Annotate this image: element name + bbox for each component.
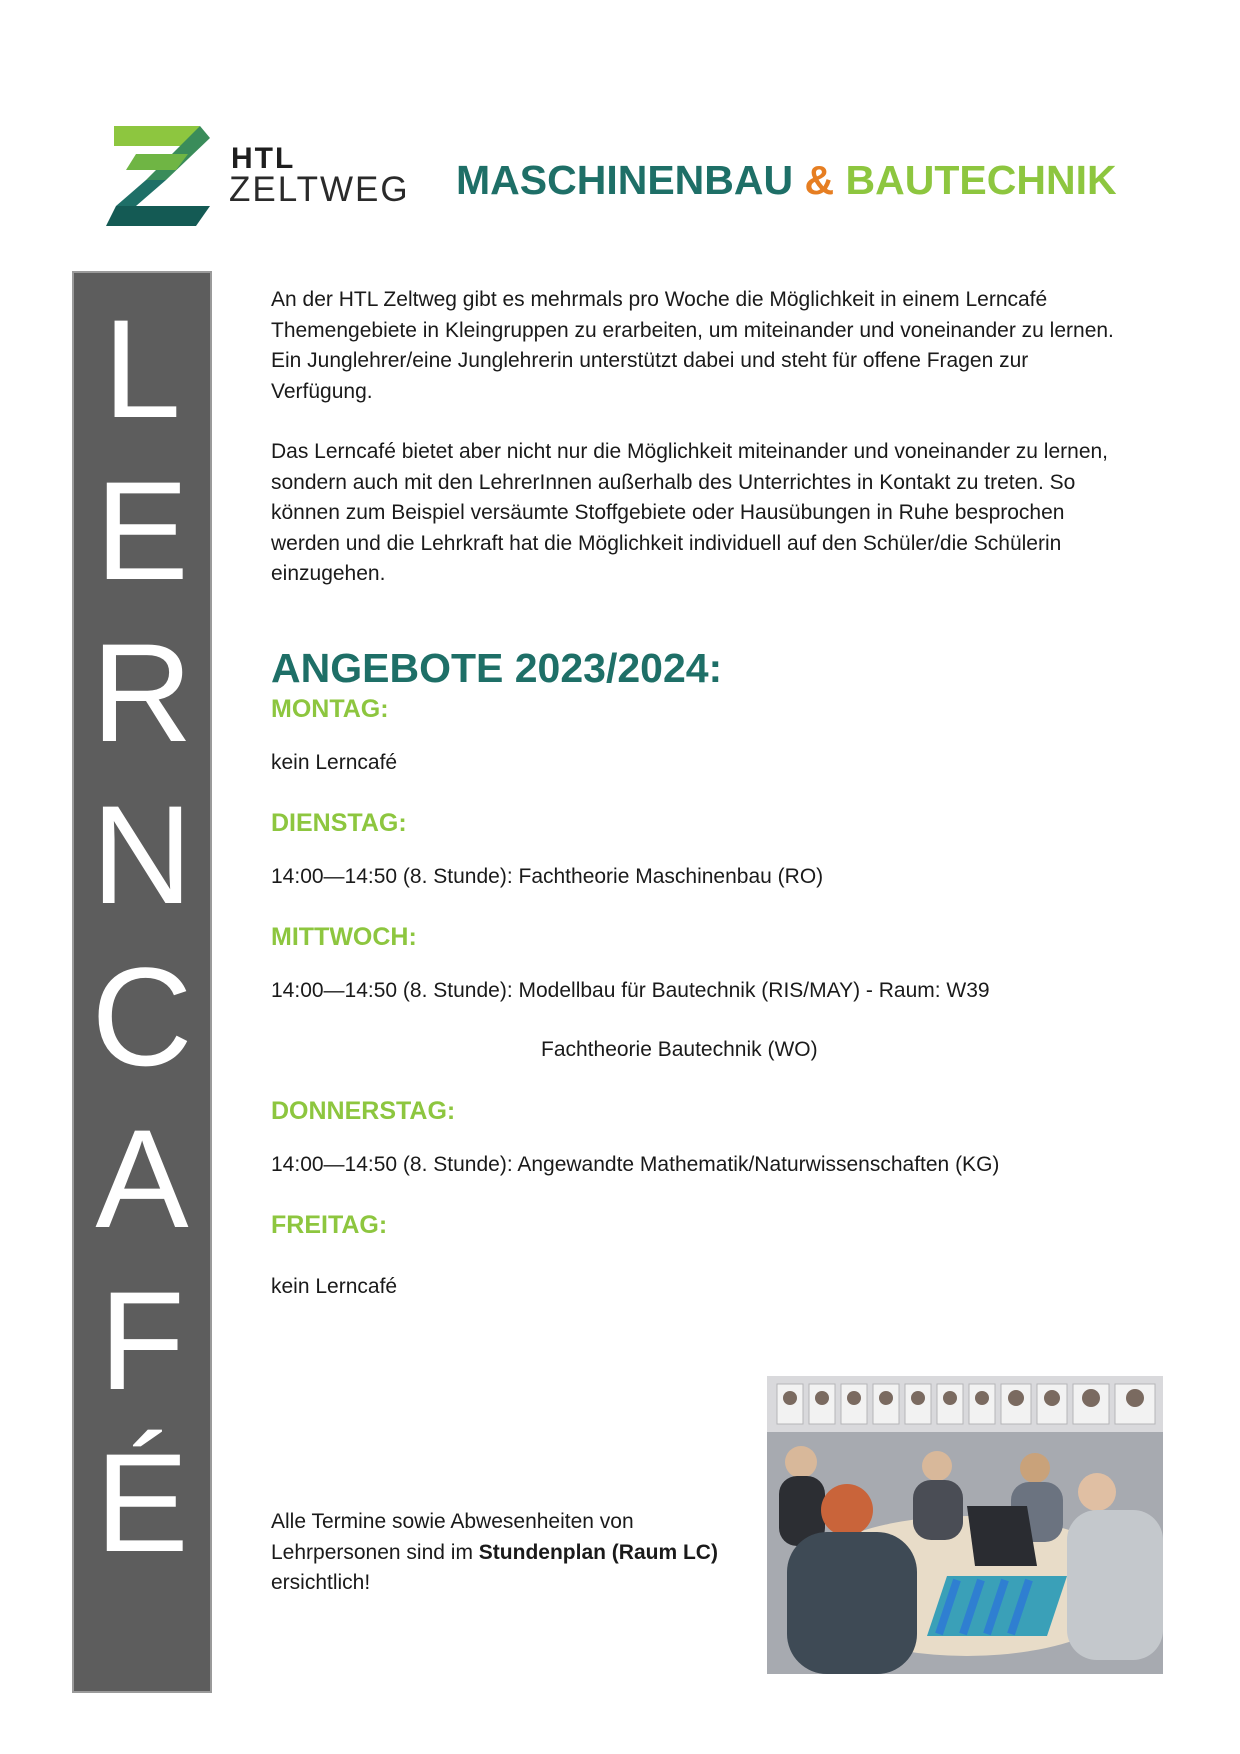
- lerncafe-sidebar: [72, 271, 212, 1693]
- footer-text-start: Alle Termine sowie Abwesenheiten von Lehrpersonen sind im: [271, 1510, 634, 1564]
- department-title: [456, 157, 1117, 203]
- day-entry: kein Lerncafé: [271, 751, 398, 774]
- title-maschinenbau: MASCHINENBAU: [456, 157, 794, 203]
- htl-zeltweg-logo: [106, 124, 410, 226]
- sidebar-letter: A: [95, 1100, 189, 1257]
- day-heading-donnerstag: DONNERSTAG:: [271, 1097, 456, 1125]
- logo-text-zeltweg: ZELTWEG: [229, 170, 410, 209]
- students-photo: [767, 1376, 1163, 1674]
- day-entry: Fachtheorie Bautechnik (WO): [541, 1038, 818, 1061]
- sidebar-letter: N: [91, 776, 193, 933]
- z-logo-icon: [106, 124, 210, 226]
- sidebar-letter: F: [99, 1262, 185, 1419]
- footer-text-end: ersichtlich!: [271, 1571, 371, 1594]
- intro-paragraph-2: Das Lerncafé bietet aber nicht nur die Möglichkeit miteinander und voneinander zu lernen, sondern auch mit den LehrerInnen außerhalb des Unterrichtes in Kontakt zu treten. So können zum Beispiel versäumte Stoffgebiete oder Hausübungen in Ruhe besprochen werden und die Lehrkraft hat die Möglichkeit individuell auf den Schüler/die Schülerin einzugehen.: [271, 440, 1109, 585]
- footer-note: [271, 1507, 751, 1599]
- footer-text-bold: Stundenplan (Raum LC): [478, 1540, 718, 1564]
- title-ampersand: &: [804, 157, 835, 203]
- sidebar-letter: É: [95, 1424, 189, 1581]
- day-heading-montag: MONTAG:: [271, 695, 389, 723]
- day-heading-dienstag: DIENSTAG:: [271, 809, 407, 837]
- logo-text-htl: HTL: [231, 142, 296, 175]
- day-entry: kein Lerncafé: [271, 1275, 398, 1298]
- intro-paragraph-1: An der HTL Zeltweg gibt es mehrmals pro Woche die Möglichkeit in einem Lerncafé Themengebiete in Kleingruppen zu erarbeiten, um miteinander und voneinander zu lernen. Ein Junglehrer/eine Junglehrerin unterstützt dabei und steht für offene Fragen zur Verfügung.: [271, 288, 1114, 403]
- intro-text: [271, 285, 1121, 590]
- sidebar-letter: R: [91, 614, 193, 771]
- sidebar-letter: C: [91, 938, 193, 1095]
- sidebar-letter: L: [103, 290, 181, 447]
- day-heading-freitag: FREITAG:: [271, 1211, 388, 1239]
- day-entry: 14:00—14:50 (8. Stunde): Angewandte Mathematik/Naturwissenschaften (KG): [271, 1153, 1000, 1176]
- schedule-title: ANGEBOTE 2023/2024:: [271, 645, 723, 691]
- day-entry: 14:00—14:50 (8. Stunde): Fachtheorie Maschinenbau (RO): [271, 865, 824, 888]
- day-entry: 14:00—14:50 (8. Stunde): Modellbau für Bautechnik (RIS/MAY) - Raum: W39: [271, 979, 990, 1002]
- day-heading-mittwoch: MITTWOCH:: [271, 923, 417, 951]
- sidebar-letter: E: [95, 452, 189, 609]
- title-bautechnik: BAUTECHNIK: [845, 157, 1117, 203]
